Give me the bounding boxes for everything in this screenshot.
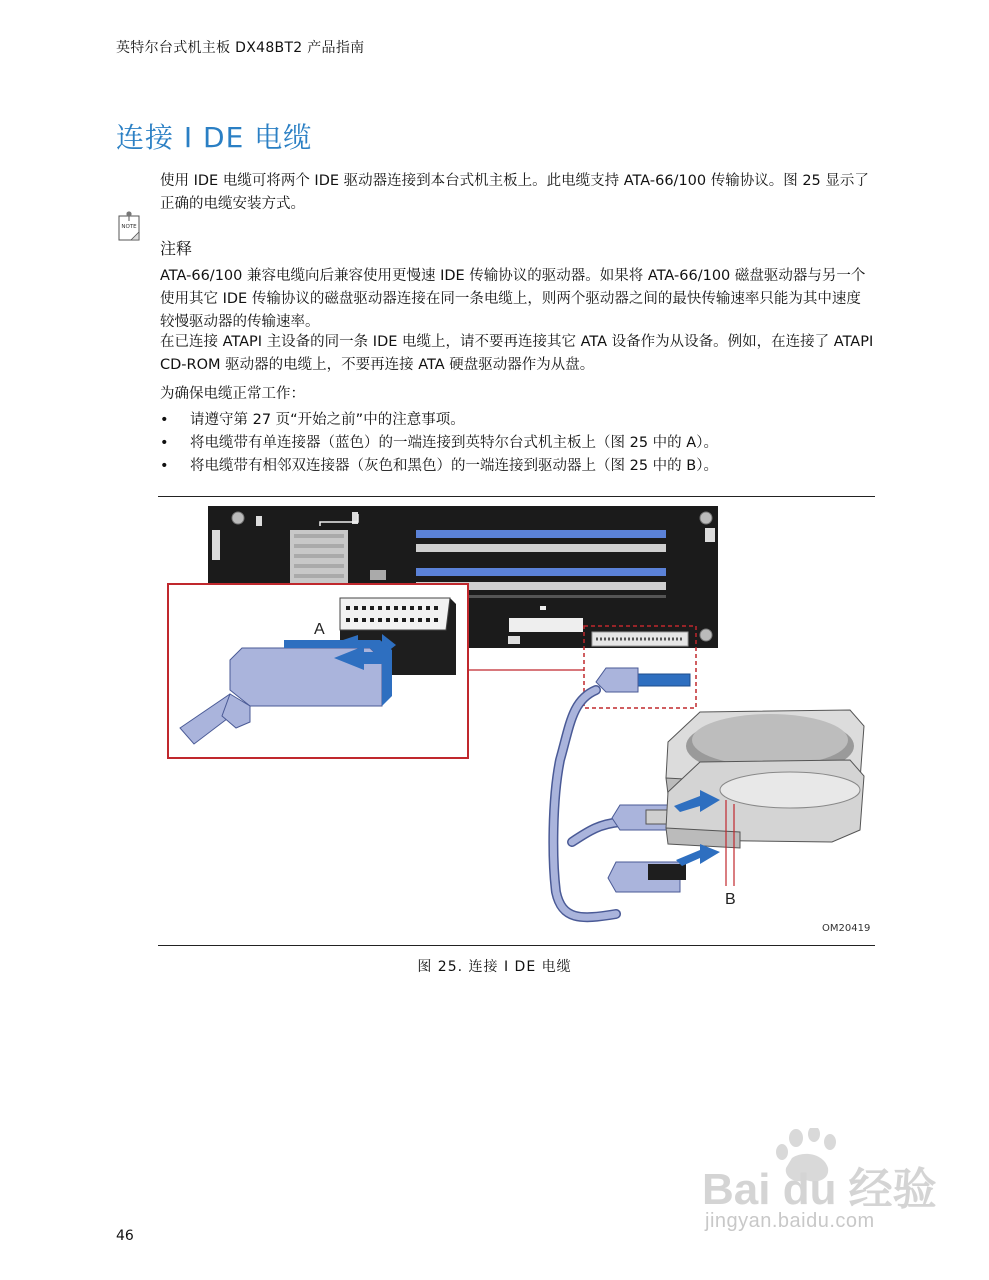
note-icon (116, 210, 142, 242)
note-paragraph-1: ATA-66/100 兼容电缆向后兼容使用更慢速 IDE 传输协议的驱动器。如果将 ATA-66/100 磁盘驱动器与另一个使用其它 IDE 传输协议的磁盘驱动器连接在同一条电缆上，则两个驱动器之间的最快传输速率只能为其中速度较慢驱动器的传输速率。 (160, 268, 866, 330)
figure-caption: 图 25. 连接 I DE 电缆 (417, 959, 572, 975)
watermark-url: jingyan.baidu.com (705, 1210, 875, 1232)
intro-paragraph: 使用 IDE 电缆可将两个 IDE 驱动器连接到本台式机主板上。此电缆支持 ATA-66/100 传输协议。图 25 显示了正确的电缆安装方式。 (160, 173, 869, 212)
insertion-arrow-b-lower (676, 844, 720, 866)
page-number: 46 (116, 1228, 134, 1244)
bullet-item: • 将电缆带有相邻双连接器（灰色和黑色）的一端连接到驱动器上（图 25 中的 B）。 (160, 455, 875, 478)
bullet-item: • 将电缆带有单连接器（蓝色）的一端连接到英特尔台式机主板上（图 25 中的 A）。 (160, 432, 875, 455)
figure-ide-cable-diagram (160, 500, 875, 940)
figure-code: OM20419 (822, 923, 871, 934)
bullet-item: • 请遵守第 27 页“开始之前”中的注意事项。 (160, 409, 875, 432)
section-title: 连接 I DE 电缆 (116, 121, 313, 154)
note-icon-text: NOTE (121, 224, 137, 230)
note-paragraph-2: 在已连接 ATAPI 主设备的同一条 IDE 电缆上，请不要再连接其它 ATA 设备作为从设备。例如，在连接了 ATAPI CD-ROM 驱动器的电缆上，不要再连接 ATA 硬盘驱动器作为从盘。 (160, 334, 874, 373)
page-header: 英特尔台式机主板 DX48BT2 产品指南 (116, 40, 365, 56)
figure-top-rule (158, 496, 875, 497)
label-a: A (314, 621, 325, 638)
zoom-inset (168, 584, 468, 758)
label-b: B (725, 891, 736, 908)
figure-bottom-rule (158, 945, 875, 946)
bullet-list (160, 409, 875, 478)
note-label: 注释 (160, 239, 193, 258)
watermark-brand: Bai du 经验 (702, 1165, 937, 1214)
lead-text: 为确保电缆正常工作： (160, 386, 305, 402)
